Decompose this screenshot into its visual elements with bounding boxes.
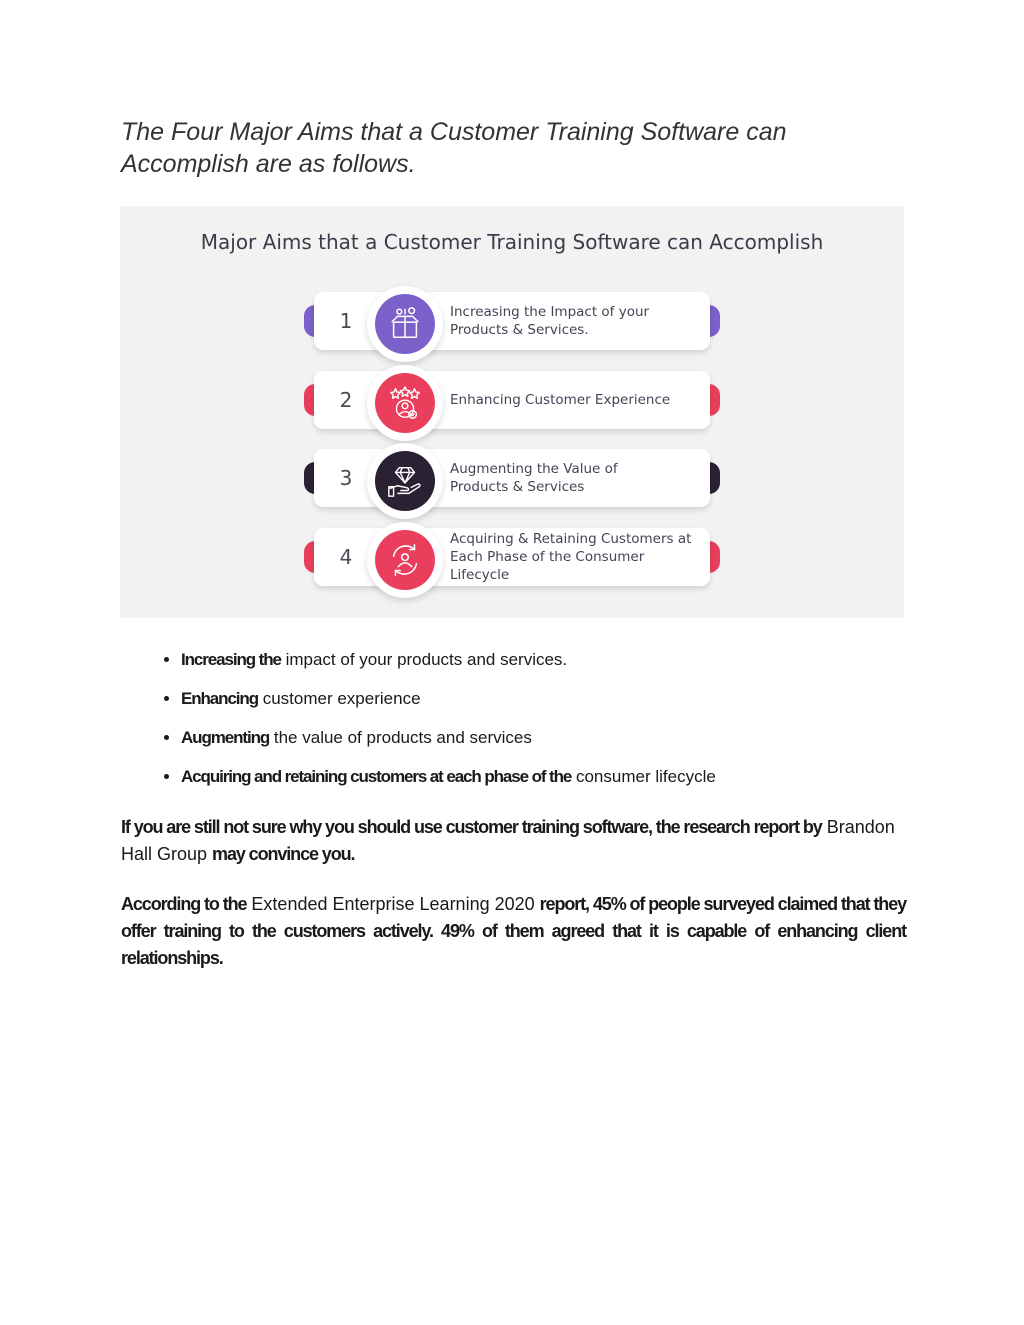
- bullet-bold-text: Increasing the: [181, 650, 281, 669]
- bullet-text: consumer lifecycle: [571, 767, 716, 786]
- list-item: [181, 648, 941, 672]
- aim-row-4: [304, 526, 720, 592]
- aim-card: [314, 292, 710, 350]
- aim-icon-ring: [367, 443, 443, 519]
- aim-text: [450, 528, 700, 586]
- list-item: [181, 687, 941, 711]
- gift-box-icon: [386, 305, 424, 343]
- aim-text: [450, 292, 700, 350]
- aim-text: [450, 371, 700, 429]
- aim-icon-ring: [367, 286, 443, 362]
- aim-icon-circle: [375, 294, 435, 354]
- diamond-in-hand-icon: [386, 462, 424, 500]
- list-item: [181, 726, 941, 750]
- heading-line-2: Accomplish are as follows.: [121, 150, 416, 178]
- aim-text-line-2: Each Phase of the Consumer Lifecycle: [450, 549, 645, 583]
- customer-rating-stars-icon: [386, 384, 424, 422]
- paragraph-survey-results: [121, 891, 906, 972]
- bullet-text: customer experience: [258, 689, 421, 708]
- aim-text-line-1: Acquiring & Retaining Customers at: [450, 531, 692, 547]
- aim-number: 4: [339, 545, 353, 569]
- paragraph-bold-text: If you are still not sure why you should use customer training software, the research report by: [121, 817, 822, 837]
- paragraph-bold-text: According to the: [121, 894, 247, 914]
- aim-text: [450, 449, 700, 507]
- aim-icon-circle: [375, 451, 435, 511]
- bullet-text: the value of products and services: [269, 728, 532, 747]
- bullet-bold-text: Augmenting: [181, 728, 270, 747]
- customer-cycle-icon: [386, 541, 424, 579]
- paragraph-bold-text: may convince you.: [212, 844, 355, 864]
- paragraph-text: Brandon Hall Group: [121, 817, 895, 864]
- page-heading: [121, 116, 841, 180]
- aim-card: [314, 528, 710, 586]
- aims-infographic: [120, 206, 904, 618]
- list-item: [181, 765, 941, 789]
- aim-icon-circle: [375, 530, 435, 590]
- bullet-bold-text: Acquiring and retaining customers at each phase of the: [181, 767, 572, 786]
- paragraph-bold-text: report, 45% of people surveyed claimed that they offer training to the customers actively. 49% of them agreed that it is capable of enhancing client relationships.: [121, 894, 907, 968]
- aim-number: 1: [339, 309, 353, 333]
- aim-card: [314, 371, 710, 429]
- paragraph-research-report: [121, 814, 906, 868]
- aim-number: 3: [339, 466, 353, 490]
- aim-row-3: [304, 447, 720, 513]
- aim-text-line-2: Products & Services: [450, 479, 585, 495]
- bullet-text: impact of your products and services.: [280, 650, 568, 669]
- bullet-bold-text: Enhancing: [181, 689, 258, 708]
- aim-text-line-2: Products & Services.: [450, 322, 589, 338]
- heading-line-1: The Four Major Aims that a Customer Training Software can: [121, 118, 787, 146]
- paragraph-text: Extended Enterprise Learning 2020: [246, 894, 540, 914]
- aim-icon-ring: [367, 365, 443, 441]
- aim-row-1: [304, 290, 720, 356]
- aim-text-line-1: Augmenting the Value of: [450, 461, 618, 477]
- aim-card: [314, 449, 710, 507]
- aim-text-line-1: Enhancing Customer Experience: [450, 392, 671, 408]
- aim-number: 2: [339, 388, 353, 412]
- aim-text-line-1: Increasing the Impact of your: [450, 304, 650, 320]
- aim-icon-circle: [375, 373, 435, 433]
- infographic-title: Major Aims that a Customer Training Software can Accomplish: [200, 230, 824, 254]
- aim-row-2: [304, 369, 720, 435]
- aim-icon-ring: [367, 522, 443, 598]
- aims-bullet-list: [121, 648, 941, 804]
